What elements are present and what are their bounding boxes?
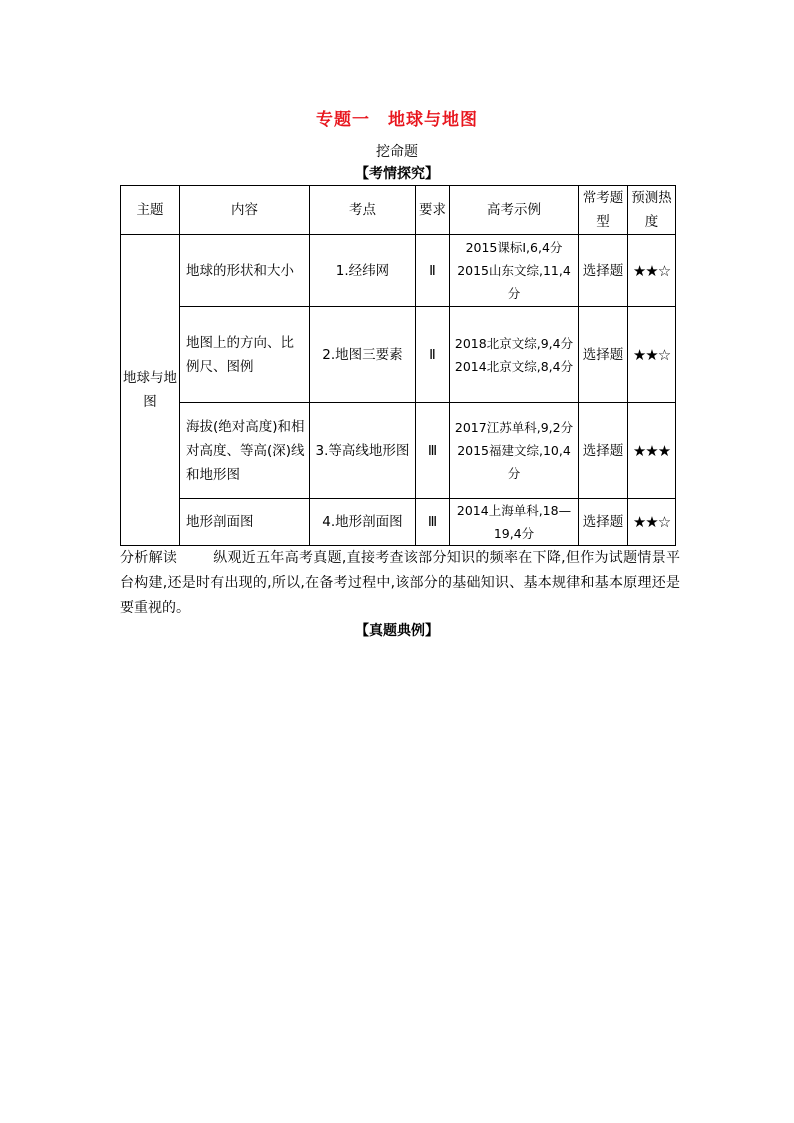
content-cell: 海拔(绝对高度)和相对高度、等高(深)线和地形图 [180,403,310,499]
analysis-label: 分析解读 [120,550,178,566]
header-requirement: 要求 [416,186,450,235]
header-theme: 主题 [121,186,180,235]
subtitle: 挖命题 [376,144,418,160]
example-cell [450,499,579,546]
page-title: 专题一 地球与地图 [316,110,478,130]
table-row [121,403,676,499]
section-exam-heading: 【考情探究】 [355,166,439,182]
theme-cell: 地球与地图 [121,235,180,546]
point-cell: 2.地图三要素 [310,307,416,403]
example-line: 2017江苏单科,9,2分 [454,420,574,435]
requirement-cell: Ⅱ [416,235,450,307]
example-cell [450,235,579,307]
type-cell: 选择题 [579,235,628,307]
type-cell: 选择题 [579,499,628,546]
content-cell: 地图上的方向、比例尺、图例 [180,307,310,403]
section-examples-heading: 【真题典例】 [355,623,439,639]
table-row [121,235,676,307]
analysis-text: 纵观近五年高考真题,直接考查该部分知识的频率在下降,但作为试题情景平台构建,还是时有出现的,所以,在备考过程中,该部分的基础知识、基本规律和基本原理还是要重视的。 [120,550,680,616]
heat-stars: ★★☆ [628,235,676,307]
heat-stars: ★★☆ [628,307,676,403]
heat-stars: ★★☆ [628,499,676,546]
exam-analysis-table [120,185,676,546]
header-point: 考点 [310,186,416,235]
requirement-cell: Ⅱ [416,307,450,403]
requirement-cell: Ⅲ [416,403,450,499]
point-cell: 4.地形剖面图 [310,499,416,546]
example-line: 2018北京文综,9,4分 [454,335,574,351]
example-line: 2015课标Ⅰ,6,4分 [465,240,563,255]
content-cell: 地球的形状和大小 [180,235,310,307]
example-line: 2015福建文综,10,4分 [457,443,571,481]
type-cell: 选择题 [579,307,628,403]
table-row [121,307,676,403]
header-heat: 预测热度 [628,186,676,235]
example-line: 2014上海单科,18—19,4分 [456,503,572,541]
table-row [121,499,676,546]
example-cell [450,403,579,499]
header-content: 内容 [180,186,310,235]
point-cell: 3.等高线地形图 [310,403,416,499]
example-line: 2015山东文综,11,4分 [457,263,571,301]
analysis-paragraph [120,546,680,621]
example-cell [450,307,579,403]
type-cell: 选择题 [579,403,628,499]
heat-stars: ★★★ [628,403,676,499]
header-question-type: 常考题型 [579,186,628,235]
requirement-cell: Ⅲ [416,499,450,546]
example-line: 2014北京文综,8,4分 [454,358,574,374]
point-cell: 1.经纬网 [310,235,416,307]
table-header-row [121,186,676,235]
content-cell: 地形剖面图 [180,499,310,546]
header-example: 高考示例 [450,186,579,235]
